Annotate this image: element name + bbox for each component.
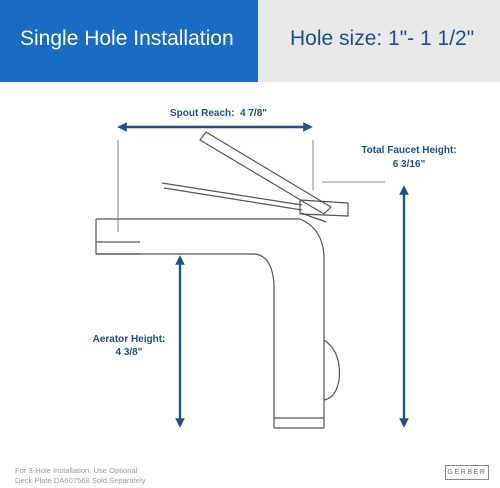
spout-reach-label (170, 108, 267, 119)
spout-reach-value: 4 7/8" (240, 108, 267, 119)
total-height-value: 6 3/16" (392, 159, 426, 170)
faucet-rear-knob (324, 340, 339, 400)
faucet-lever (200, 132, 331, 214)
total-height-label-text: Total Faucet Height: (361, 145, 457, 156)
aerator-height-label-text: Aerator Height: (92, 334, 166, 345)
aerator-height-value: 4 3/8" (115, 347, 143, 358)
brand-logo: GERBER (445, 465, 489, 480)
faucet-back-curve (300, 219, 324, 428)
faucet-lever-base-bottom (164, 188, 302, 210)
footnote-line-2: Deck Plate DA607568 Sold Separately (15, 476, 146, 485)
installation-footnote (15, 466, 145, 486)
faucet-outline (96, 132, 348, 428)
total-height-label (354, 144, 464, 172)
faucet-lever-base (162, 183, 302, 205)
aerator-height-label (88, 333, 170, 359)
footnote-line-1: For 3-Hole Installation, Use Optional (15, 466, 138, 475)
installation-title: Single Hole Installation (20, 27, 234, 50)
spout-reach-label-text: Spout Reach: (170, 108, 235, 119)
hole-size-spec: Hole size: 1"- 1 1/2" (290, 27, 475, 50)
faucet-neck-curve (255, 254, 274, 428)
